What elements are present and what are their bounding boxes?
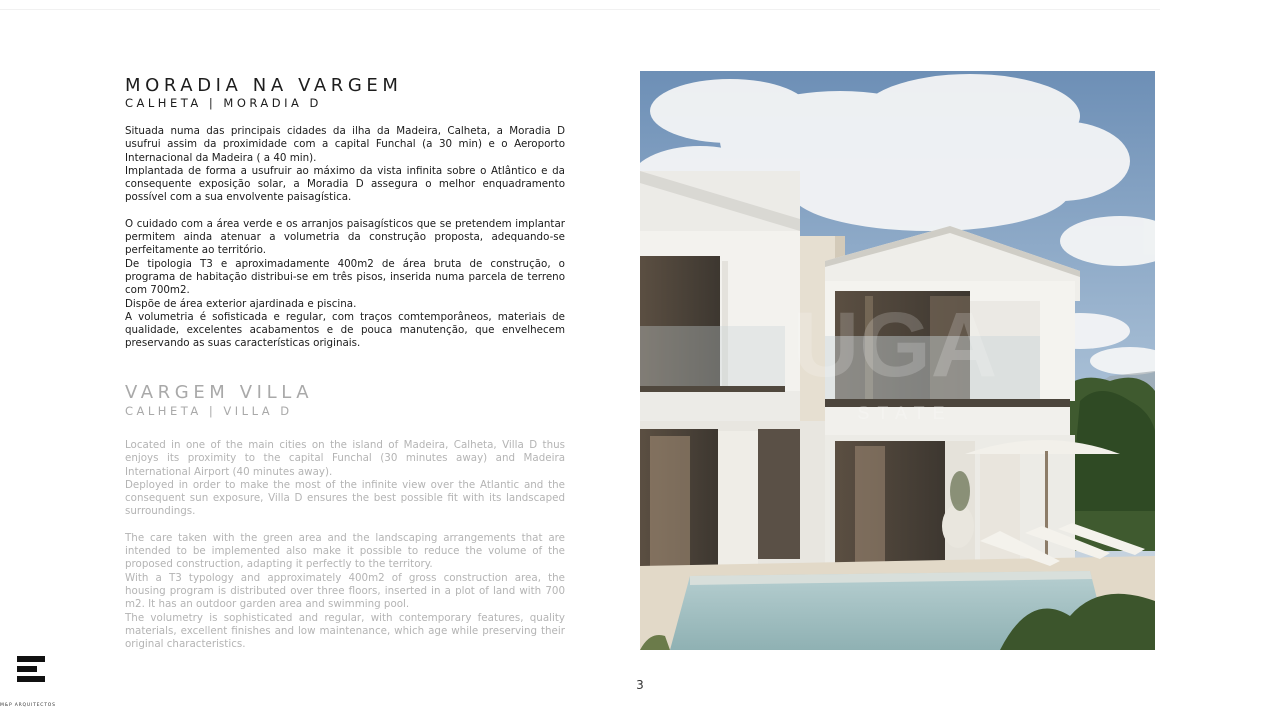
- paragraph-en-3: The care taken with the green area and the landscaping arrangements that are intended to be implemented also make it possible to reduce the volume of the proposed construction, adapting it perfectly to the territory.: [125, 531, 565, 571]
- villa-photo: [640, 71, 1155, 650]
- top-divider: [0, 9, 1160, 10]
- logo-text: M&P ARQUITECTOS: [0, 703, 56, 708]
- paragraph-en-4: With a T3 typology and approximately 400m2 of gross construction area, the housing program is distributed over three floors, inserted in a plot of land with 700 m2. It has an outdoor garden area and swimming pool.: [125, 571, 565, 611]
- company-logo: [17, 656, 45, 686]
- watermark-main: UGA: [792, 294, 998, 396]
- paragraph-en-1: Located in one of the main cities on the island of Madeira, Calheta, Villa D thus enjoys its proximity to the capital Funchal (30 minutes away) and Madeira International Airport (40 minutes away).: [125, 439, 565, 478]
- portuguese-section: [125, 76, 565, 351]
- paragraph-pt-4: De tipologia T3 e aproximadamente 400m2 de área bruta de construção, o programa de habitação distribui-se em três pisos, inserida numa parcela de terreno com 700m2.: [125, 257, 565, 297]
- subtitle-en: CALHETA | VILLA D: [125, 404, 293, 418]
- watermark-sub: STATE: [857, 403, 953, 423]
- paragraph-pt-2: Implantada de forma a usufruir ao máximo da vista infinita sobre o Atlântico e da consequente exposição solar, a Moradia D assegura o melhor enquadramento possível com a sua envolvente paisagística.: [125, 164, 565, 204]
- paragraph-pt-1: Situada numa das principais cidades da ilha da Madeira, Calheta, a Moradia D usufrui assim da proximidade com a capital Funchal (a 30 min) e o Aeroporto Internacional da Madeira ( a 40 min).: [125, 125, 565, 164]
- page-title-pt: MORADIA NA VARGEM: [125, 75, 403, 96]
- description-en: [125, 439, 565, 651]
- paragraph-en-2: Deployed in order to make the most of the infinite view over the Atlantic and the consequent sun exposure, Villa D ensures the best possible fit with its landscaped surroundings.: [125, 478, 565, 518]
- description-pt: [125, 125, 565, 351]
- paragraph-pt-5: Dispõe de área exterior ajardinada e piscina.: [125, 297, 357, 310]
- paragraph-pt-3: O cuidado com a área verde e os arranjos paisagísticos que se pretendem implantar permitem ainda atenuar a volumetria da construção proposta, adequando-se perfeitamente ao território.: [125, 217, 565, 257]
- paragraph-en-5: The volumetry is sophisticated and regular, with contemporary features, quality materials, excellent finishes and low maintenance, which age while preserving their original characteristics.: [125, 611, 565, 651]
- page-number: 3: [636, 678, 644, 692]
- subtitle-pt: CALHETA | MORADIA D: [125, 96, 322, 110]
- paragraph-pt-6: A volumetria é sofisticada e regular, com traços comtemporâneos, materiais de qualidade, excelentes acabamentos e de pouca manutenção, que envelhecem preservando as suas características originais.: [125, 310, 565, 350]
- page-title-en: VARGEM VILLA: [125, 382, 314, 403]
